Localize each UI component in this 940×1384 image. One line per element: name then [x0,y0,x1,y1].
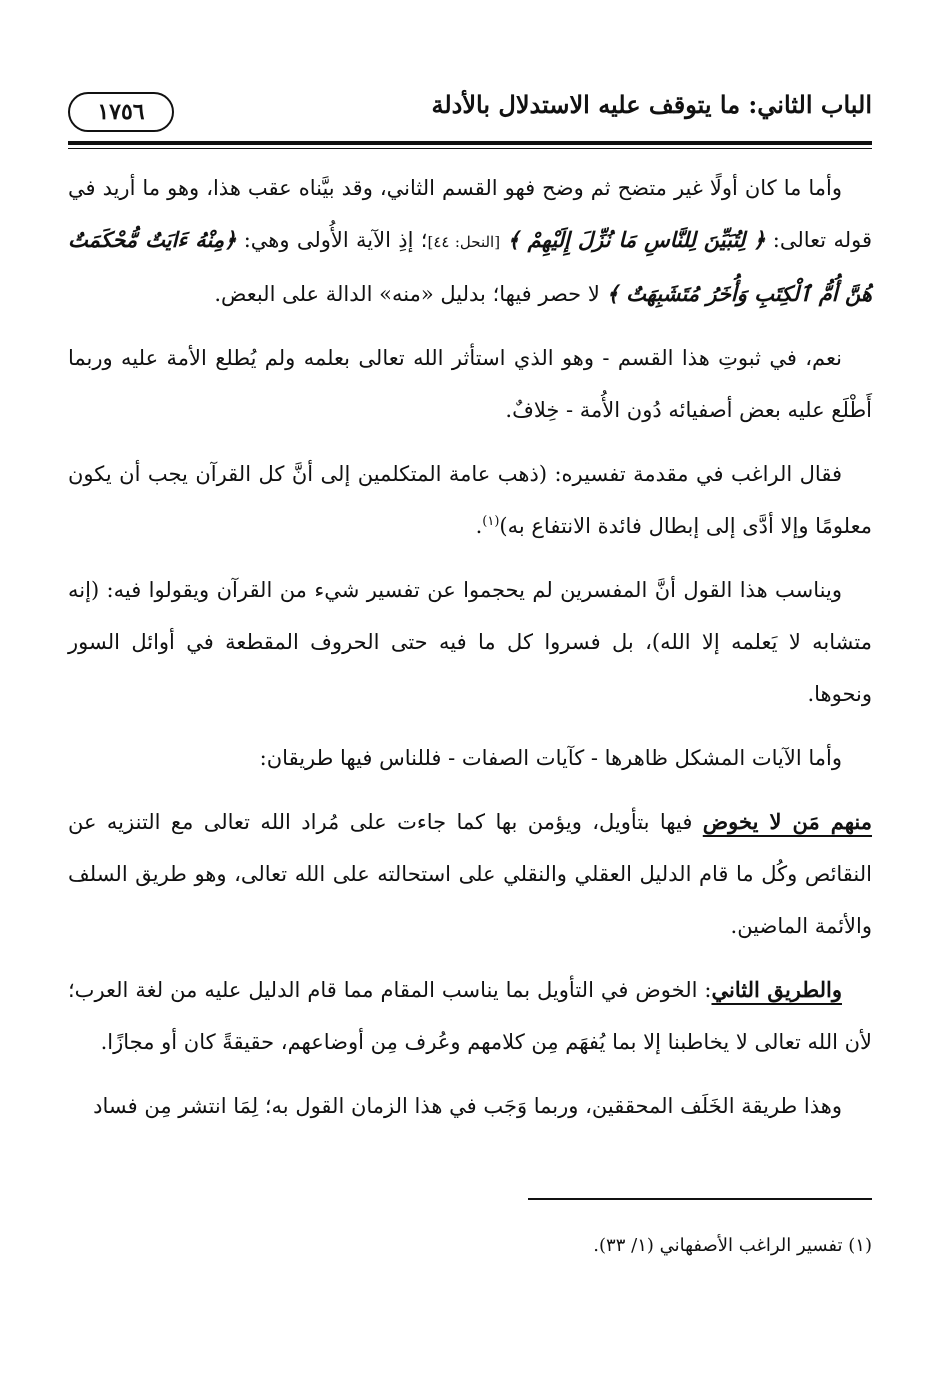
footnote-marker[interactable]: (١) [482,514,500,529]
paragraph-6 [68,796,872,952]
quran-verse-2: ﴿مِنْهُ ءَايَتٌ مُّحْكَمَتٌ هُنَّ أُمُّ ٱلْكِتَبِ وَأُخَرُ مُتَشَبِهَتٌ ﴾ [68,227,872,306]
paragraph-1-text-c: لا حصر فيها؛ بدليل «منه» الدالة على البعض. [214,282,607,306]
paragraph-1-text-b: ؛ إذِ الآية الأُولى وهي: [236,228,428,252]
header-rule-thin [68,148,872,149]
footnote-1: (١) تفسير الراغب الأصفهاني (١/ ٣٣). [593,1235,872,1256]
main-text [68,162,872,1144]
paragraph-4: ويناسب هذا القول أنَّ المفسرين لم يحجموا عن تفسير شيء من القرآن ويقولوا فيه: (إنه متشابه لا يَعلمه إلا الله)، بل فسروا كل ما فيه حتى الحروف المقطعة في أوائل السور ونحوها. [68,578,872,706]
footnote-separator [528,1198,872,1200]
paragraph-7-lead: والطريق الثاني [711,977,842,1002]
paragraph-7-text: : الخوض في التأويل بما يناسب المقام مما قام الدليل عليه من لغة العرب؛ لأن الله تعالى لا يخاطبنا إلا بما يُفهَم مِن كلامهم وعُرف مِن أوضاعهم، حقيقةً كان أو مجازًا. [68,978,872,1054]
page-number-badge: ١٧٥٦ [68,92,174,132]
paragraph-6-lead: منهم مَن لا يخوض [702,809,872,834]
paragraph-6-text: فيها بتأويل، ويؤمن بها كما جاءت على مُراد الله تعالى مع التنزيه عن النقائص وكُل ما قام الدليل العقلي والنقلي على استحالته على الله تعالى، وهو طريق السلف والأئمة الماضين. [68,810,873,938]
paragraph-3-end: . [475,514,483,538]
quran-verse-1: ﴿ لِتُبَيِّنَ لِلنَّاسِ مَا نُزِّلَ إِلَيْهِمْ ﴾ [507,227,766,252]
paragraph-3 [68,448,872,552]
header-rule-thick [68,141,872,145]
paragraph-1 [68,162,872,320]
paragraph-3-text: فقال الراغب في مقدمة تفسيره: (ذهب عامة المتكلمين إلى أنَّ كل القرآن يجب أن يكون معلومًا وإلا أدَّى إلى إبطال فائدة الانتفاع به) [68,462,872,538]
running-title: الباب الثاني: ما يتوقف عليه الاستدلال بالأدلة [431,90,872,119]
paragraph-2: نعم، في ثبوتِ هذا القسم - وهو الذي استأثر الله تعالى بعلمه ولم يُطلع الأمة عليه وربما أَطْلَع عليه بعض أصفيائه دُون الأُمة - خِلافٌ. [68,346,872,422]
paragraph-5: وأما الآيات المشكل ظاهرها - كآيات الصفات - فللناس فيها طريقان: [259,746,842,770]
paragraph-8: وهذا طريقة الخَلَف المحققين، وربما وَجَب في هذا الزمان القول به؛ لِمَا انتشر مِن فساد [93,1094,842,1118]
paragraph-1-text-a: وأما ما كان أولًا غير متضح ثم وضح فهو القسم الثاني، وقد بيَّناه عقب هذا، وهو ما أريد في قوله تعالى: [68,176,872,252]
verse-reference-1: [النحل: ٤٤] [427,233,501,251]
paragraph-7 [68,964,872,1068]
page-header [68,84,872,140]
